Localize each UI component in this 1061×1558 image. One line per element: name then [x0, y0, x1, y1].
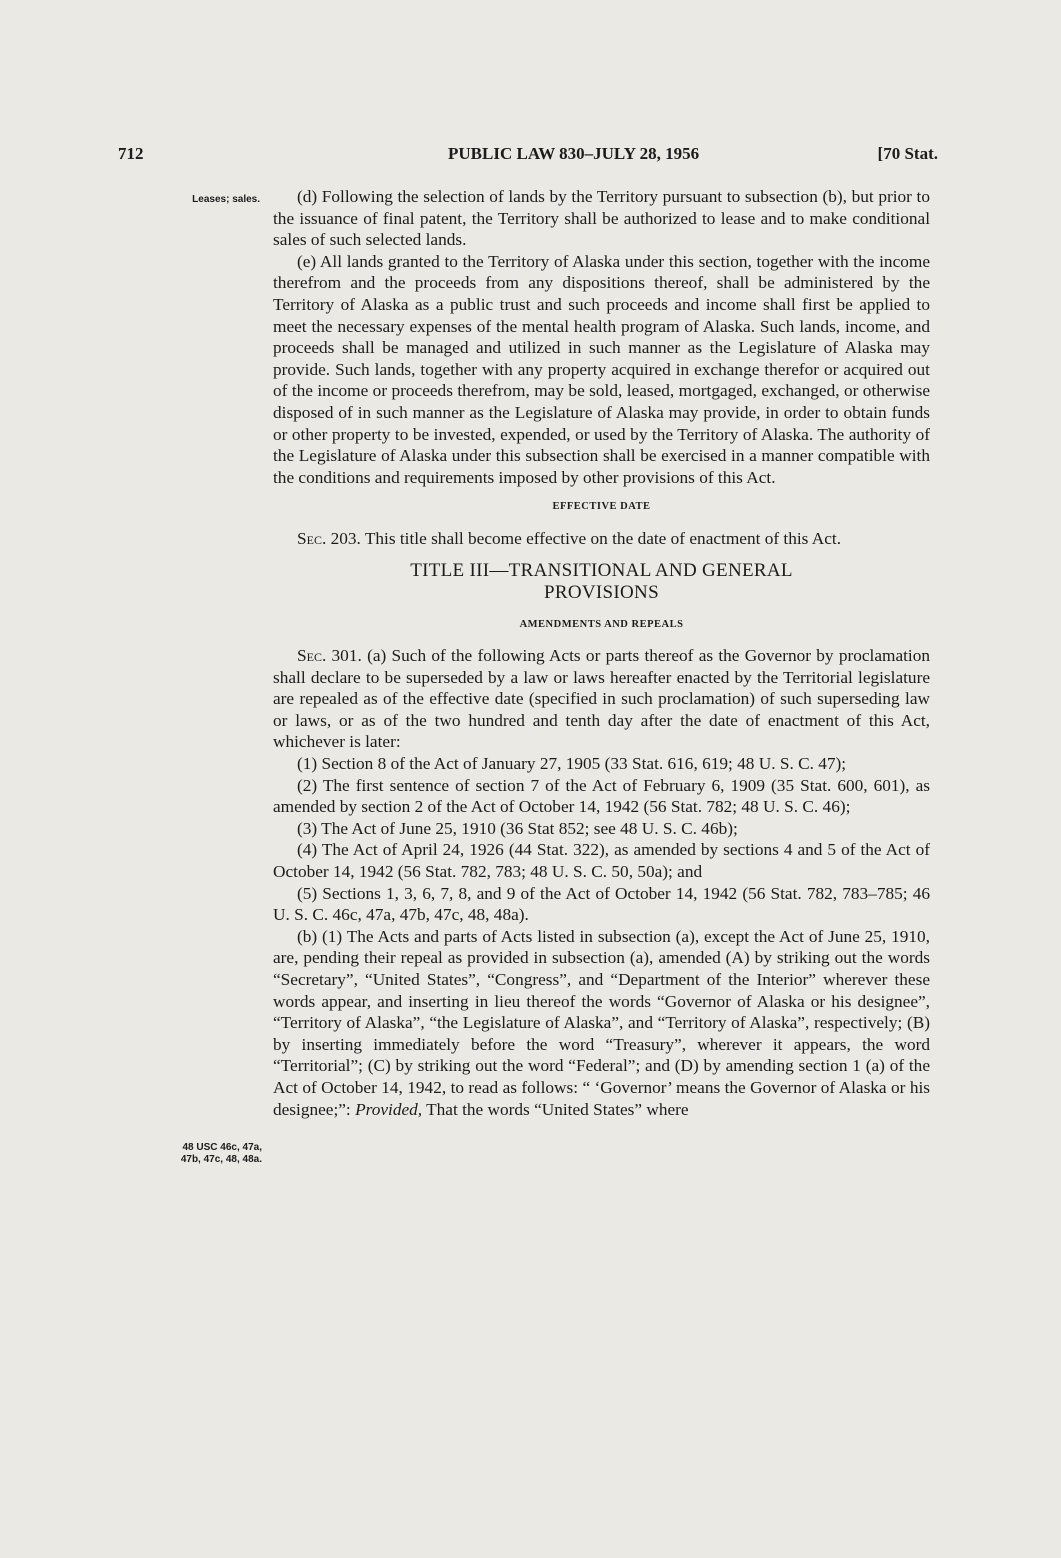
paragraph-b [273, 926, 930, 1120]
section-301-label: Sec. [297, 646, 327, 666]
paragraph-e: (e) All lands granted to the Territory of Alaska under this section, together with the income therefrom and the proceeds from any dispositions thereof, shall be administered by the Territory of Alaska as a public trust and such proceeds and income shall first be applied to meet the necessary expenses of the mental health program of Alaska. Such lands, income, and proceeds shall be managed and utilized in such manner as the Legislature of Alaska may provide. Such lands, together with any property acquired in exchange therefor or acquired out of the income or proceeds therefrom, may be sold, leased, mortgaged, exchanged, or otherwise disposed of in such manner as the Legislature of Alaska may provide, in order to obtain funds or other property to be invested, expended, or used by the Territory of Alaska. The authority of the Legislature of Alaska under this subsection shall be exercised in a manner compatible with the conditions and requirements imposed by other provisions of this Act. [273, 251, 930, 487]
title-iii-line2: PROVISIONS [544, 581, 659, 603]
margin-note-leases [120, 194, 260, 206]
margin-note-usc [110, 1142, 262, 1166]
margin-note-leases-text: Leases; sales. [192, 194, 260, 205]
section-301 [273, 645, 930, 753]
item-2: (2) The first sentence of section 7 of the Act of February 6, 1909 (35 Stat. 600, 601), as amended by section 2 of the Act of October 14, 1942 (56 Stat. 782; 48 U. S. C. 46); [273, 775, 930, 817]
paragraph-b-text: (b) (1) The Acts and parts of Acts listed in subsection (a), except the Act of June 25, 1910, are, pending their repeal as provided in subsection (a), amended (A) by striking out the words “Secretary”, “United States”, “Congress”, and “Department of the Interior” wherever these words appear, and inserting in lieu thereof the words “Governor of Alaska or his designee”, “Territory of Alaska”, “the Legislature of Alaska”, and “Territory of Alaska”, respectively; (B) by inserting immediately before the word “Treasury”, wherever it appears, the word “Territorial”; (C) by striking out the word “Federal”; and (D) by amending section 1 (a) of the Act of October 14, 1942, to read as follows: “ ‘Governor’ means the Governor of Alaska or his designee;”: [273, 926, 930, 1119]
title-iii-line1: TITLE III—TRANSITIONAL AND GENERAL [410, 559, 793, 581]
section-301-text: 301. (a) Such of the following Acts or parts thereof as the Governor by proclamation shall declare to be superseded by a law or laws hereafter enacted by the Territorial legislature are repealed as of the effective date (specified in such proclamation) of such superseding law or laws, or as of the two hundred and tenth day after the date of enactment of this Act, whichever is later: [273, 646, 930, 752]
section-203 [273, 528, 930, 550]
item-1: (1) Section 8 of the Act of January 27, 1905 (33 Stat. 616, 619; 48 U. S. C. 47); [297, 754, 847, 774]
item-3: (3) The Act of June 25, 1910 (36 Stat 852; see 48 U. S. C. 46b); [297, 818, 738, 838]
margin-note-usc-line2: 47b, 47c, 48, 48a. [180, 1154, 262, 1165]
statute-volume: [70 Stat. [877, 144, 938, 163]
paragraph-d: (d) Following the selection of lands by the Territory pursuant to subsection (b), but prior to the issuance of final patent, the Territory shall be authorized to lease and to make conditional sales of such selected lands. [273, 187, 930, 250]
heading-amendments: AMENDMENTS AND REPEALS [519, 618, 684, 630]
margin-note-usc-line1: 48 USC 46c, 47a, [182, 1142, 262, 1153]
body-text [273, 186, 930, 1120]
item-4: (4) The Act of April 24, 1926 (44 Stat. 322), as amended by sections 4 and 5 of the Act of October 14, 1942 (56 Stat. 782, 783; 48 U. S. C. 50, 50a); and [273, 840, 930, 882]
item-5: (5) Sections 1, 3, 6, 7, 8, and 9 of the Act of October 14, 1942 (56 Stat. 782, 783–785; 46 U. S. C. 46c, 47a, 47b, 47c, 48, 48a). [273, 883, 930, 925]
running-title: PUBLIC LAW 830–JULY 28, 1956 [448, 144, 700, 163]
page-number: 712 [118, 144, 144, 163]
paragraph-b-end: That the words “United States” where [422, 1099, 689, 1119]
section-203-label: Sec. [297, 528, 327, 548]
running-head [118, 144, 938, 168]
heading-effective-date: EFFECTIVE DATE [552, 501, 651, 513]
section-203-text: 203. This title shall become effective on the date of enactment of this Act. [326, 528, 842, 548]
title-iii-heading [273, 560, 930, 604]
paragraph-b-provided: Provided, [355, 1099, 423, 1119]
